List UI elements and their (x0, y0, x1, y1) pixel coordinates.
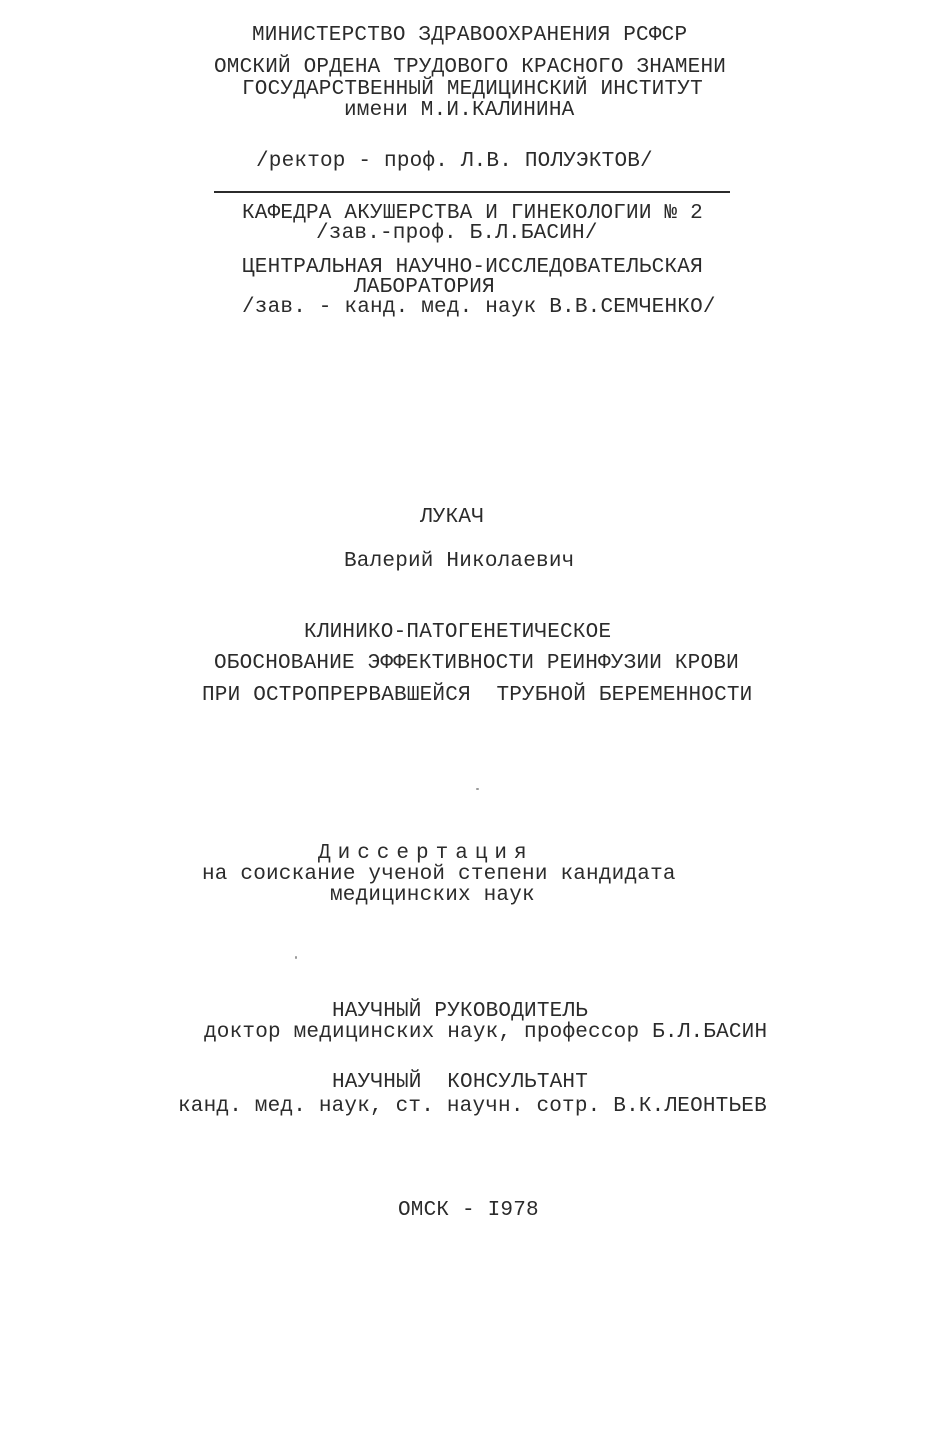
supervisor-label: НАУЧНЫЙ РУКОВОДИТЕЛЬ (332, 1000, 589, 1023)
title-line-2: ОБОСНОВАНИЕ ЭФФЕКТИВНОСТИ РЕИНФУЗИИ КРОВИ (214, 652, 739, 675)
laboratory-line-2: ЛАБОРАТОРИЯ (354, 276, 495, 299)
header-divider (214, 191, 730, 193)
consultant-label: НАУЧНЫЙ КОНСУЛЬТАНТ (332, 1071, 589, 1094)
author-given-names: Валерий Николаевич (344, 550, 575, 573)
scan-speck (295, 956, 297, 959)
supervisor-name: доктор медицинских наук, профессор Б.Л.БАСИН (204, 1021, 768, 1044)
author-surname: ЛУКАЧ (419, 506, 485, 529)
scan-speck (476, 788, 479, 790)
degree-label: Диссертация (318, 842, 534, 865)
title-line-1: КЛИНИКО-ПАТОГЕНЕТИЧЕСКОЕ (304, 621, 612, 644)
rector-line: /ректор - проф. Л.В. ПОЛУЭКТОВ/ (256, 150, 653, 173)
institute-line-1: ОМСКИЙ ОРДЕНА ТРУДОВОГО КРАСНОГО ЗНАМЕНИ (214, 56, 727, 79)
laboratory-line-1: ЦЕНТРАЛЬНАЯ НАУЧНО-ИССЛЕДОВАТЕЛЬСКАЯ (242, 256, 703, 279)
department-line-2: /зав.-проф. Б.Л.БАСИН/ (316, 222, 598, 245)
department-line-1: КАФЕДРА АКУШЕРСТВА И ГИНЕКОЛОГИИ № 2 (242, 202, 703, 225)
institute-line-3: имени М.И.КАЛИНИНА (344, 99, 575, 122)
degree-line-1: на соискание ученой степени кандидата (202, 863, 676, 886)
degree-line-2: медицинских наук (330, 884, 535, 907)
consultant-name: канд. мед. наук, ст. научн. сотр. В.К.ЛЕОНТЬЕВ (178, 1095, 767, 1118)
laboratory-line-3: /зав. - канд. мед. наук В.В.СЕМЧЕНКО/ (242, 296, 716, 319)
title-line-3: ПРИ ОСТРОПРЕРВАВШЕЙСЯ ТРУБНОЙ БЕРЕМЕННОСТИ (202, 684, 753, 707)
ministry-heading: МИНИСТЕРСТВО ЗДРАВООХРАНЕНИЯ РСФСР (252, 24, 688, 47)
institute-line-2: ГОСУДАРСТВЕННЫЙ МЕДИЦИНСКИЙ ИНСТИТУТ (242, 78, 703, 101)
city-year: ОМСК - I978 (398, 1199, 539, 1222)
